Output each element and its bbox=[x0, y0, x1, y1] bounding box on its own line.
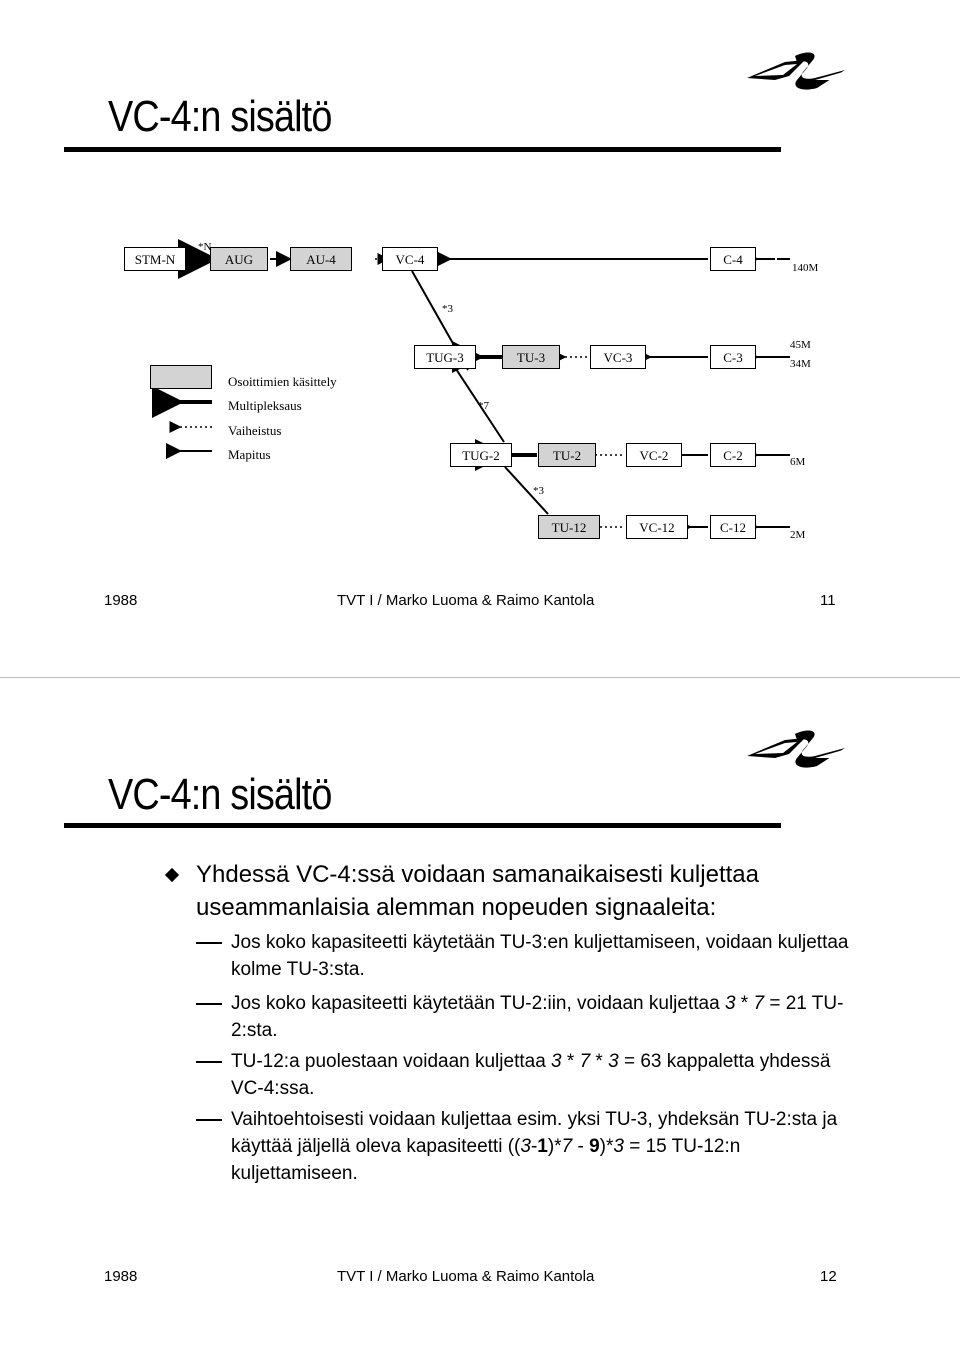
multiplier-n: *N bbox=[198, 241, 212, 253]
box-tug-3: TUG-3 bbox=[414, 345, 476, 369]
rate-140m: 140M bbox=[792, 262, 819, 274]
multiplier-3: *3 bbox=[442, 303, 453, 315]
university-logo-icon bbox=[745, 726, 850, 771]
box-c-3: C-3 bbox=[710, 345, 756, 369]
slide-11 bbox=[0, 0, 960, 676]
footer-page-number-2: 12 bbox=[820, 1268, 837, 1285]
box-tu-12: TU-12 bbox=[538, 515, 600, 539]
footer-year: 1988 bbox=[104, 592, 138, 609]
legend-multiplex-label: Multipleksaus bbox=[228, 398, 302, 413]
footer-year-2: 1988 bbox=[104, 1268, 138, 1285]
box-stm-n: STM-N bbox=[124, 247, 186, 271]
rate-45m: 45M bbox=[790, 339, 811, 351]
box-tug-2: TUG-2 bbox=[450, 443, 512, 467]
footer-authors-2: TVT I / Marko Luoma & Raimo Kantola bbox=[337, 1268, 595, 1285]
legend-pointer-label: Osoittimien käsittely bbox=[228, 374, 337, 389]
dash-icon bbox=[196, 1119, 222, 1121]
main-bullet-text: Yhdessä VC-4:ssä voidaan samanaikaisesti kuljettaa useammanlaisia alemman nopeuden signaaleita: bbox=[196, 861, 759, 921]
box-vc-2: VC-2 bbox=[626, 443, 682, 467]
dash-icon bbox=[196, 1061, 222, 1063]
rate-2m: 2M bbox=[790, 529, 806, 541]
dash-icon bbox=[196, 942, 222, 944]
title-divider-2 bbox=[64, 823, 781, 828]
sub-bullet-2: Jos koko kapasiteetti käytetään TU-2:iin, voidaan kuljettaa 3 * 7 = 21 TU-2:sta. bbox=[231, 993, 844, 1041]
box-c-2: C-2 bbox=[710, 443, 756, 467]
sub-bullet-4: Vaihtoehtoisesti voidaan kuljettaa esim. yksi TU-3, yhdeksän TU-2:sta ja käyttää jäljellä oleva kapasiteetti ((3-1)*7 - 9)*3 = 15 TU-12:n kuljettamiseen. bbox=[231, 1109, 838, 1184]
box-au-4: AU-4 bbox=[290, 247, 352, 271]
box-tu-2: TU-2 bbox=[538, 443, 596, 467]
sub-bullet-1: Jos koko kapasiteetti käytetään TU-3:en kuljettamiseen, voidaan kuljettaa kolme TU-3:sta. bbox=[231, 932, 849, 980]
slide-title: VC-4:n sisältö bbox=[108, 92, 332, 141]
box-tu-3: TU-3 bbox=[502, 345, 560, 369]
box-c-4: C-4 bbox=[710, 247, 756, 271]
sdh-multiplexing-diagram bbox=[0, 0, 960, 676]
bullet-diamond-icon bbox=[165, 868, 179, 882]
box-vc-4: VC-4 bbox=[382, 247, 438, 271]
footer-authors: TVT I / Marko Luoma & Raimo Kantola bbox=[337, 592, 595, 609]
rate-6m: 6M bbox=[790, 456, 806, 468]
multiplier-7: *7 bbox=[478, 400, 489, 412]
box-vc-3: VC-3 bbox=[590, 345, 646, 369]
multiplier-3b: *3 bbox=[533, 485, 544, 497]
box-c-12: C-12 bbox=[710, 515, 756, 539]
legend-phase-label: Vaiheistus bbox=[228, 423, 282, 438]
box-vc-12: VC-12 bbox=[626, 515, 688, 539]
slide-title-2: VC-4:n sisältö bbox=[108, 770, 332, 819]
rate-34m: 34M bbox=[790, 358, 811, 370]
slide-separator bbox=[0, 677, 960, 678]
dash-icon bbox=[196, 1003, 222, 1005]
box-aug: AUG bbox=[210, 247, 268, 271]
legend-mapping-label: Mapitus bbox=[228, 447, 271, 462]
diagram-connectors bbox=[0, 0, 960, 676]
legend-pointer-swatch bbox=[150, 365, 212, 389]
footer-page-number: 11 bbox=[820, 592, 836, 609]
sub-bullet-3: TU-12:a puolestaan voidaan kuljettaa 3 * 7 * 3 = 63 kappaletta yhdessä VC-4:ssa. bbox=[231, 1051, 831, 1099]
